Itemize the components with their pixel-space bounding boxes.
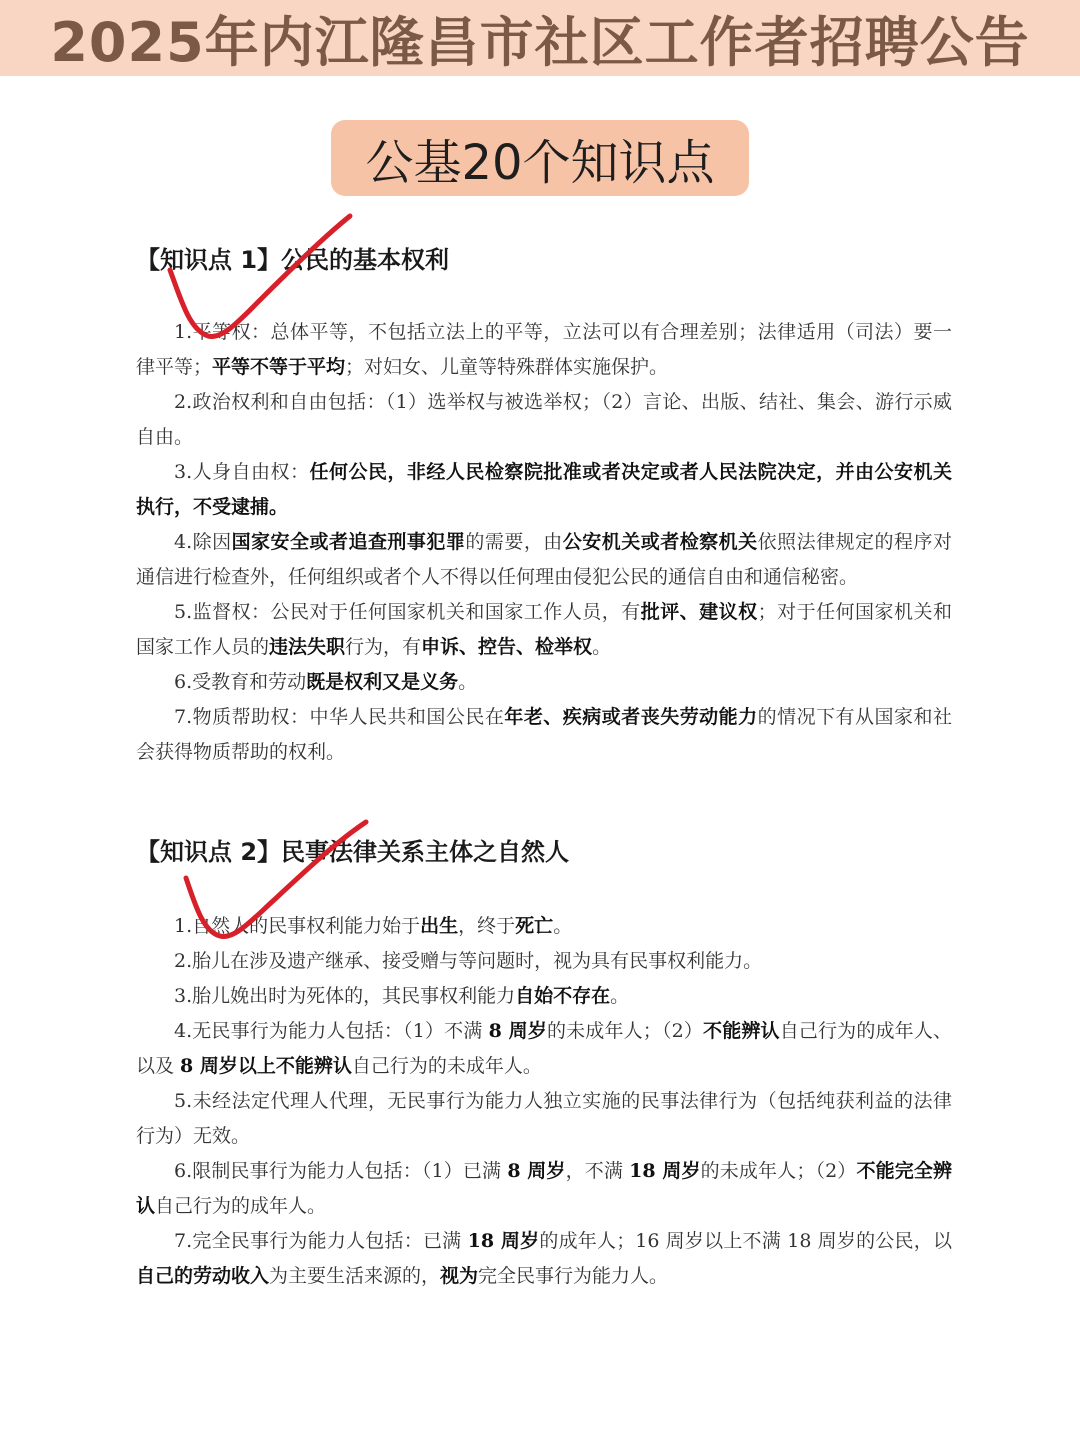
knowledge-item (136, 595, 952, 665)
emphasis-text: 18 周岁 (629, 1160, 701, 1182)
emphasis-text: 出生 (420, 915, 459, 937)
body-text: ，终于 (458, 915, 516, 937)
emphasis-text: 不能完全辨认 (136, 1160, 952, 1217)
section-2 (136, 832, 952, 1294)
emphasis-text: 年老、疾病或者丧失劳动能力 (504, 706, 758, 728)
emphasis-text: 公安机关或者检察机关 (562, 531, 758, 553)
body-text: 完全民事行为能力人。 (478, 1265, 669, 1287)
body-text: 2.政治权利和自由包括：（1）选举权与被选举权；（2）言论、出版、结社、集会、游行示威自由。 (136, 391, 952, 448)
body-text: 3.人身自由权： (174, 461, 310, 483)
body-text: 5.监督权：公民对于任何国家机关和国家工作人员，有 (174, 601, 641, 623)
knowledge-item (136, 385, 952, 455)
body-text: ，不满 (565, 1160, 630, 1182)
emphasis-text: 视为 (440, 1265, 479, 1287)
body-text: 7.物质帮助权：中华人民共和国公民在 (174, 706, 505, 728)
emphasis-text: 18 周岁 (467, 1230, 540, 1252)
emphasis-text: 既是权利又是义务 (306, 671, 459, 693)
banner-title: 2025年内江隆昌市社区工作者招聘公告 (50, 10, 1030, 74)
body-text: 的需要，由 (465, 531, 563, 553)
body-text: 自己行为的成年人、以及 (136, 1020, 952, 1077)
emphasis-text: 违法失职 (269, 636, 346, 658)
knowledge-item (136, 1154, 952, 1224)
emphasis-text: 8 周岁 (488, 1020, 547, 1042)
knowledge-item (136, 525, 952, 595)
emphasis-text: 国家安全或者追查刑事犯罪 (231, 531, 466, 553)
emphasis-text: 平等不等于平均 (212, 356, 346, 378)
body-text: 7.完全民事行为能力人包括：已满 (174, 1230, 468, 1252)
body-text: 的未成年人；（2） (546, 1020, 704, 1042)
knowledge-item (136, 315, 952, 385)
knowledge-item (136, 700, 952, 770)
body-text: 的情况下有从国家和社会获得物质帮助的权利。 (136, 706, 952, 763)
body-text: 的成年人；16 周岁以上不满 18 周岁的公民，以 (539, 1230, 952, 1252)
section-items (136, 315, 952, 770)
subtitle-pill (331, 120, 749, 196)
body-text: 4.除因 (174, 531, 232, 553)
body-text: ；对于任何国家机关和国家工作人员的 (136, 601, 952, 658)
emphasis-text: 死亡 (515, 915, 554, 937)
body-text: 1.平等权：总体平等，不包括立法上的平等，立法可以有合理差别；法律适用（司法）要一律平等； (136, 321, 952, 378)
emphasis-text: 8 周岁以上不能辨认 (180, 1055, 352, 1077)
body-text: 。 (610, 985, 630, 1007)
emphasis-text: 申诉、控告、检举权 (421, 636, 593, 658)
body-text: 行为，有 (345, 636, 422, 658)
emphasis-text: 批评、建议权 (640, 601, 758, 623)
subtitle-label: 公基20个知识点 (365, 134, 715, 191)
knowledge-item (136, 1014, 952, 1084)
section-1 (136, 240, 952, 770)
body-text: 。 (592, 636, 612, 658)
emphasis-text: 自始不存在 (515, 985, 611, 1007)
body-text: 的未成年人；（2） (700, 1160, 857, 1182)
knowledge-item (136, 665, 952, 700)
body-text: 为主要生活来源的， (269, 1265, 441, 1287)
body-text: 。 (553, 915, 573, 937)
body-text: 6.限制民事行为能力人包括：（1）已满 (174, 1160, 508, 1182)
knowledge-item (136, 455, 952, 525)
body-text: 3.胎儿娩出时为死体的，其民事权利能力 (174, 985, 516, 1007)
body-text: 自己行为的成年人。 (155, 1195, 327, 1217)
body-text: 2.胎儿在涉及遗产继承、接受赠与等问题时，视为具有民事权利能力。 (174, 950, 763, 972)
title-banner (0, 0, 1080, 76)
knowledge-item (136, 944, 952, 979)
knowledge-item (136, 1224, 952, 1294)
body-text: 5.未经法定代理人代理，无民事行为能力人独立实施的民事法律行为（包括纯获利益的法律行为）无效。 (136, 1090, 952, 1147)
body-text: 依照法律规定的程序对通信进行检查外，任何组织或者个人不得以任何理由侵犯公民的通信自由和通信秘密。 (136, 531, 952, 588)
section-items (136, 909, 952, 1294)
body-text: ；对妇女、儿童等特殊群体实施保护。 (345, 356, 669, 378)
section-heading: 【知识点 1】公民的基本权利 (136, 246, 450, 274)
body-text: 6.受教育和劳动 (174, 671, 307, 693)
body-text: 。 (458, 671, 478, 693)
body-text: 4.无民事行为能力人包括：（1）不满 (174, 1020, 489, 1042)
knowledge-item (136, 979, 952, 1014)
knowledge-item (136, 1084, 952, 1154)
knowledge-item (136, 909, 952, 944)
body-text: 1.自然人的民事权利能力始于 (174, 915, 421, 937)
emphasis-text: 自己的劳动收入 (136, 1265, 270, 1287)
emphasis-text: 8 周岁 (507, 1160, 566, 1182)
emphasis-text: 任何公民，非经人民检察院批准或者决定或者人民法院决定，并由公安机关执行，不受逮捕。 (136, 461, 952, 518)
section-heading: 【知识点 2】民事法律关系主体之自然人 (136, 838, 570, 866)
emphasis-text: 不能辨认 (703, 1020, 780, 1042)
body-text: 自己行为的未成年人。 (351, 1055, 542, 1077)
